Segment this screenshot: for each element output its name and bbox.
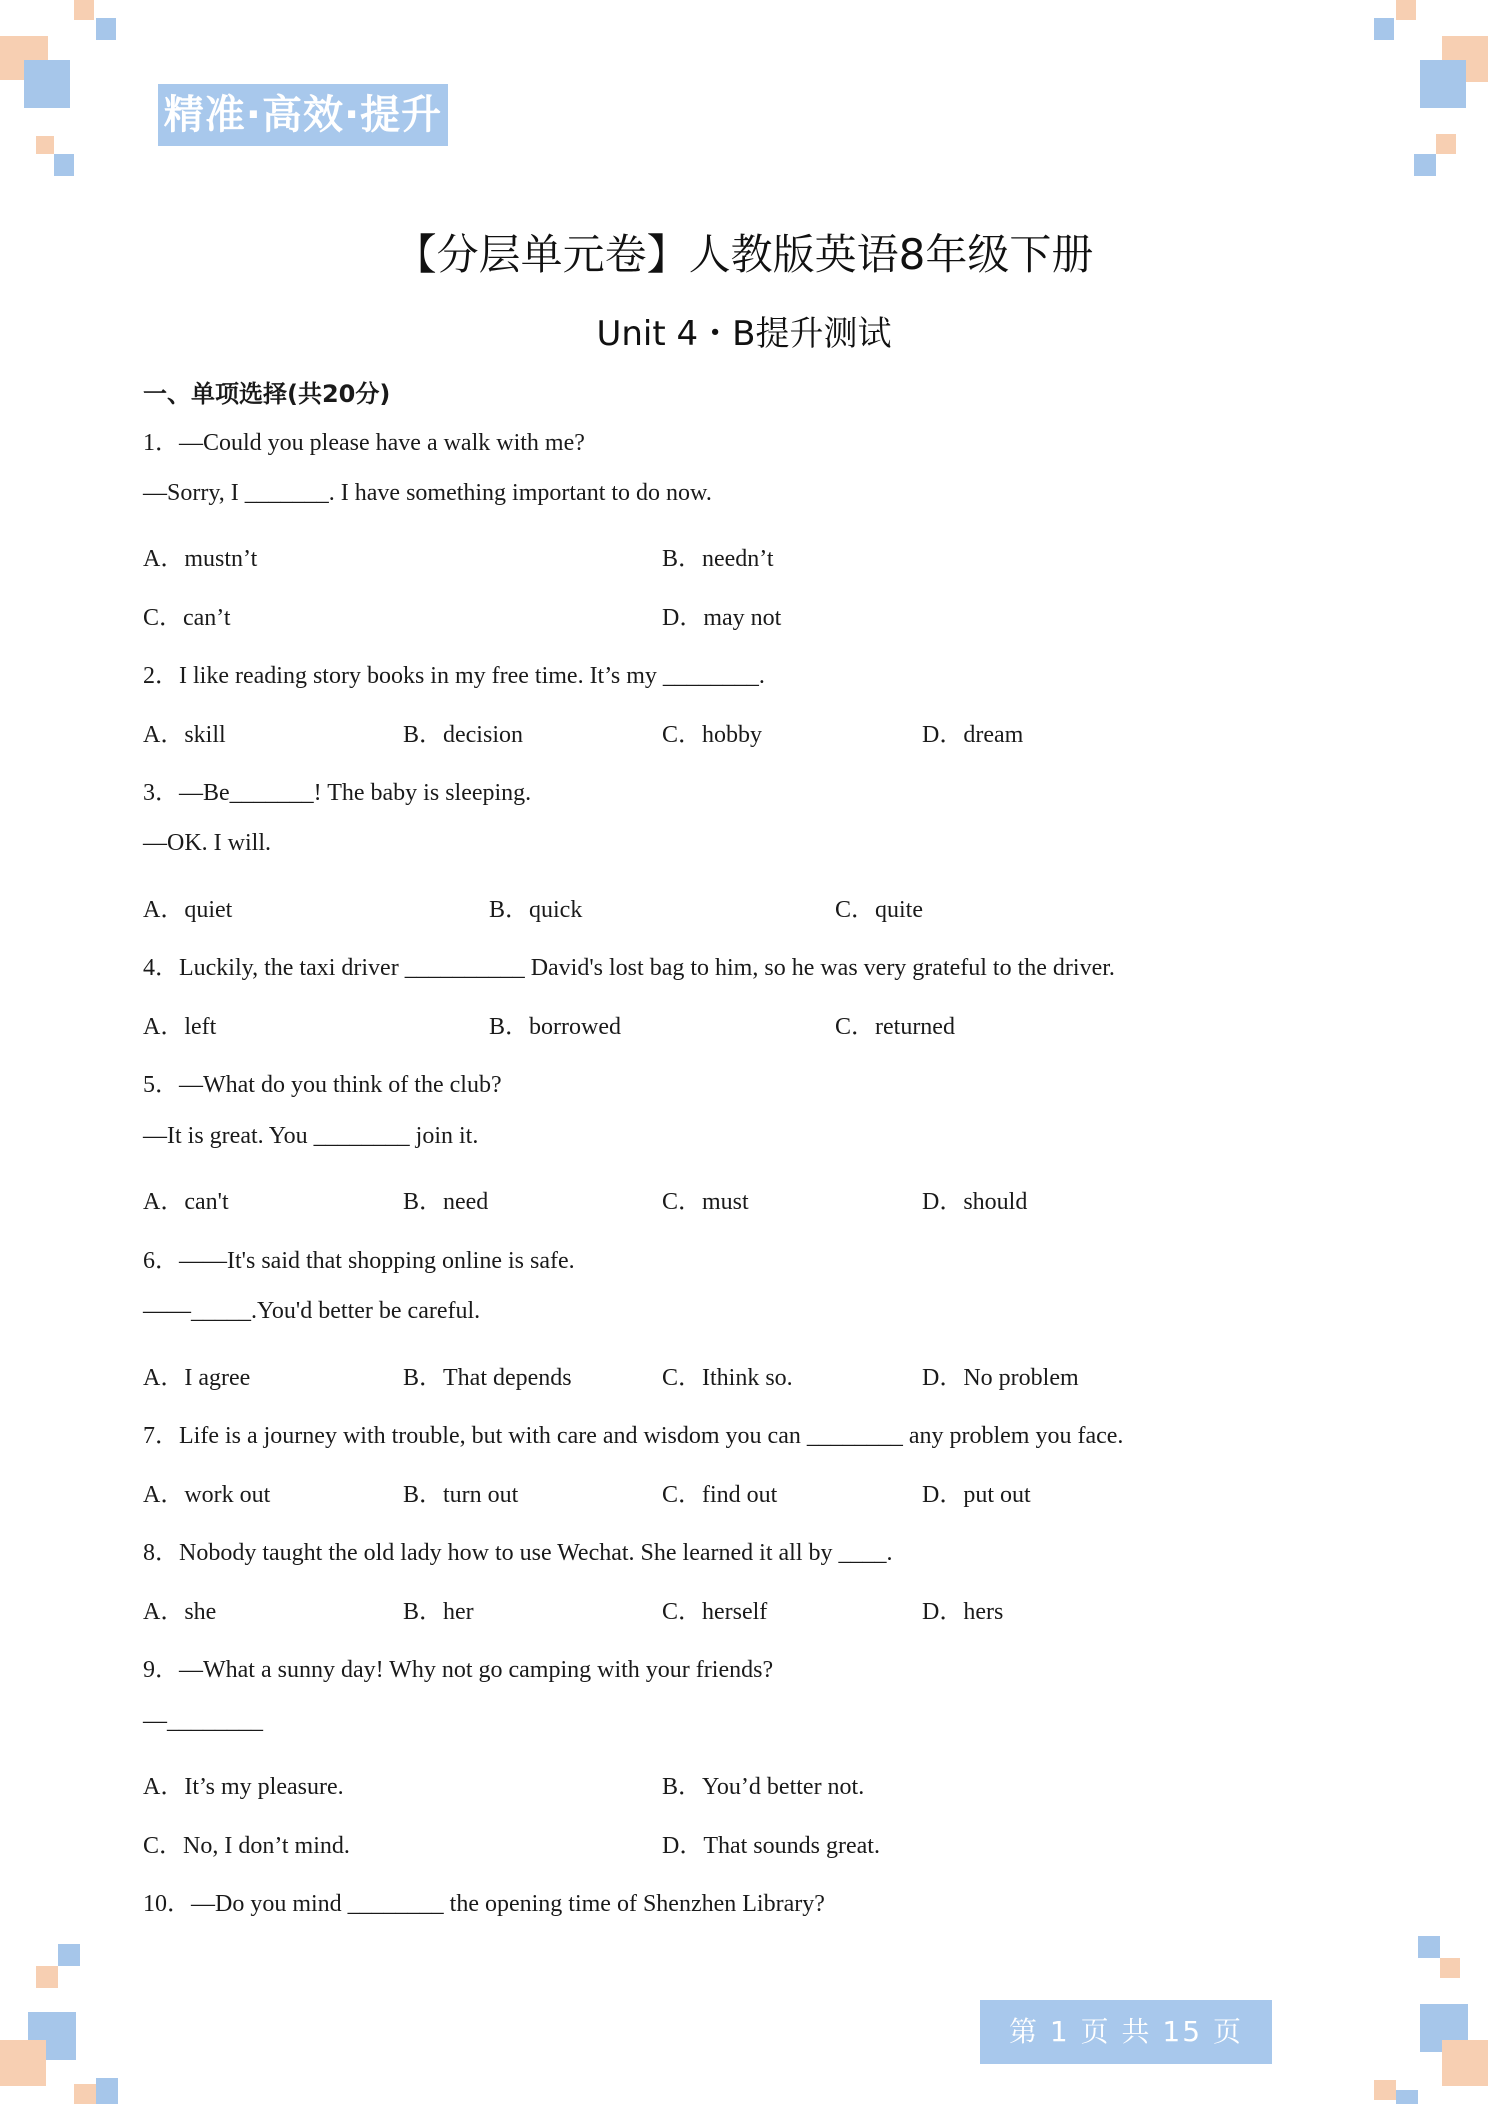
question-3-option-a: A．quiet xyxy=(143,897,233,923)
question-1-option-b: B．needn’t xyxy=(662,546,774,572)
question-6-stem: 6．——It's said that shopping online is safe. xyxy=(143,1248,575,1274)
question-4-option-c: C．returned xyxy=(835,1014,955,1040)
banner-slogan: 精准·高效·提升 xyxy=(158,84,448,146)
question-7-option-b: B．turn out xyxy=(403,1482,519,1508)
question-2-option-c: C．hobby xyxy=(662,722,763,748)
question-6-option-a: A．I agree xyxy=(143,1365,251,1391)
question-8-option-b: B．her xyxy=(403,1599,474,1625)
question-3-stem: 3．—Be_______! The baby is sleeping. xyxy=(143,780,532,806)
question-10-stem: 10．—Do you mind ________ the opening time of Shenzhen Library? xyxy=(143,1891,825,1917)
question-1-option-a: A．mustn’t xyxy=(143,546,258,572)
question-6-line2: ——_____.You'd better be careful. xyxy=(143,1298,481,1324)
page-title: 【分层单元卷】人教版英语8年级下册 xyxy=(394,230,1094,279)
question-4-stem: 4．Luckily, the taxi driver __________ David's lost bag to him, so he was very grateful to the driver. xyxy=(143,955,1115,981)
question-5-option-d: D．should xyxy=(922,1189,1028,1215)
question-6-option-d: D．No problem xyxy=(922,1365,1079,1391)
question-7-option-a: A．work out xyxy=(143,1482,271,1508)
page-subtitle: Unit 4・B提升测试 xyxy=(596,314,892,354)
question-7-option-c: C．find out xyxy=(662,1482,778,1508)
question-6-option-c: C．Ithink so. xyxy=(662,1365,793,1391)
question-5-line2: —It is great. You ________ join it. xyxy=(143,1123,479,1149)
section-heading: 一、单项选择(共20分) xyxy=(143,380,391,408)
question-7-stem: 7．Life is a journey with trouble, but with care and wisdom you can ________ any problem you face. xyxy=(143,1423,1124,1449)
question-8-option-c: C．herself xyxy=(662,1599,768,1625)
question-9-option-b: B．You’d better not. xyxy=(662,1774,865,1800)
question-3-option-c: C．quite xyxy=(835,897,923,923)
question-5-option-a: A．can't xyxy=(143,1189,229,1215)
question-9-line2: —________ xyxy=(143,1708,263,1734)
question-1-line2: —Sorry, I _______. I have something important to do now. xyxy=(143,480,712,506)
question-2-option-a: A．skill xyxy=(143,722,226,748)
question-5-option-c: C．must xyxy=(662,1189,749,1215)
question-2-option-d: D．dream xyxy=(922,722,1024,748)
question-8-option-d: D．hers xyxy=(922,1599,1004,1625)
question-2-option-b: B．decision xyxy=(403,722,523,748)
question-4-option-a: A．left xyxy=(143,1014,217,1040)
question-9-stem: 9．—What a sunny day! Why not go camping with your friends? xyxy=(143,1657,774,1683)
question-7-option-d: D．put out xyxy=(922,1482,1031,1508)
question-3-option-b: B．quick xyxy=(489,897,583,923)
question-9-option-c: C．No, I don’t mind. xyxy=(143,1833,350,1859)
question-1-option-d: D．may not xyxy=(662,605,782,631)
question-4-option-b: B．borrowed xyxy=(489,1014,621,1040)
page-number: 第 1 页 共 15 页 xyxy=(980,2000,1272,2064)
question-5-option-b: B．need xyxy=(403,1189,489,1215)
question-1-option-c: C．can’t xyxy=(143,605,231,631)
question-3-line2: —OK. I will. xyxy=(143,830,271,856)
question-8-option-a: A．she xyxy=(143,1599,217,1625)
question-9-option-d: D．That sounds great. xyxy=(662,1833,880,1859)
question-9-option-a: A．It’s my pleasure. xyxy=(143,1774,344,1800)
question-2-stem: 2．I like reading story books in my free time. It’s my ________. xyxy=(143,663,765,689)
question-6-option-b: B．That depends xyxy=(403,1365,572,1391)
question-1-stem: 1．—Could you please have a walk with me? xyxy=(143,430,585,456)
question-8-stem: 8．Nobody taught the old lady how to use Wechat. She learned it all by ____. xyxy=(143,1540,893,1566)
question-5-stem: 5．—What do you think of the club? xyxy=(143,1072,502,1098)
